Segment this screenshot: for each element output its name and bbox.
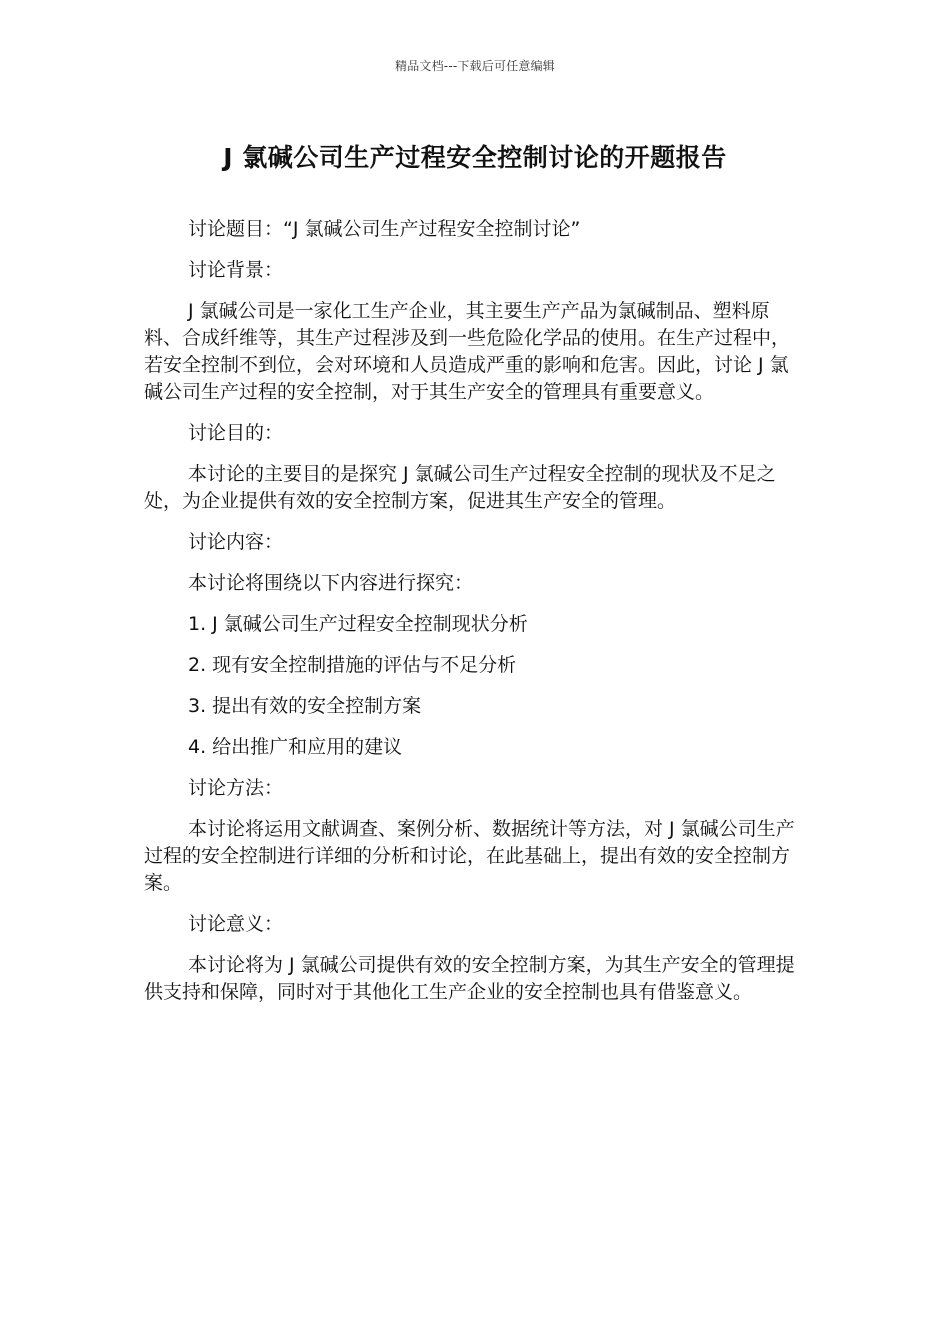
content-item-2: 2. 现有安全控制措施的评估与不足分析: [188, 654, 517, 676]
content-intro: 本讨论将围绕以下内容进行探究：: [188, 572, 474, 594]
content-item-3: 3. 提出有效的安全控制方案: [188, 695, 422, 717]
background-paragraph: J 氯碱公司是一家化工生产企业，其主要生产产品为氯碱制品、塑料原料、合成纤维等，其生产过程涉及到一些危险化学品的使用。在生产过程中，若安全控制不到位，会对环境和人员造成严重的影响和危害。因此，讨论 J 氯碱公司生产过程的安全控制，对于其生产安全的管理具有重要意义。: [144, 300, 791, 403]
purpose-paragraph: 本讨论的主要目的是探究 J 氯碱公司生产过程安全控制的现状及不足之处，为企业提供有效的安全控制方案，促进其生产安全的管理。: [144, 463, 776, 512]
header-note: 精品文档---下载后可任意编辑: [395, 59, 555, 73]
section-heading-purpose: 讨论目的：: [188, 422, 284, 444]
section-heading-significance: 讨论意义：: [188, 913, 284, 935]
method-paragraph: 本讨论将运用文献调查、案例分析、数据统计等方法，对 J 氯碱公司生产过程的安全控制进行详细的分析和讨论，在此基础上，提出有效的安全控制方案。: [144, 818, 795, 894]
section-heading-background: 讨论背景：: [188, 259, 284, 281]
section-heading-method: 讨论方法：: [188, 777, 284, 799]
content-item-1: 1. J 氯碱公司生产过程安全控制现状分析: [188, 613, 528, 635]
topic-line: 讨论题目：“J 氯碱公司生产过程安全控制讨论”: [188, 218, 581, 240]
significance-paragraph: 本讨论将为 J 氯碱公司提供有效的安全控制方案，为其生产安全的管理提供支持和保障，同时对于其他化工生产企业的安全控制也具有借鉴意义。: [144, 954, 795, 1003]
document-body: [144, 216, 806, 1020]
section-heading-content: 讨论内容：: [188, 531, 284, 553]
document-title: J 氯碱公司生产过程安全控制讨论的开题报告: [223, 143, 727, 172]
content-item-4: 4. 给出推广和应用的建议: [188, 736, 403, 758]
